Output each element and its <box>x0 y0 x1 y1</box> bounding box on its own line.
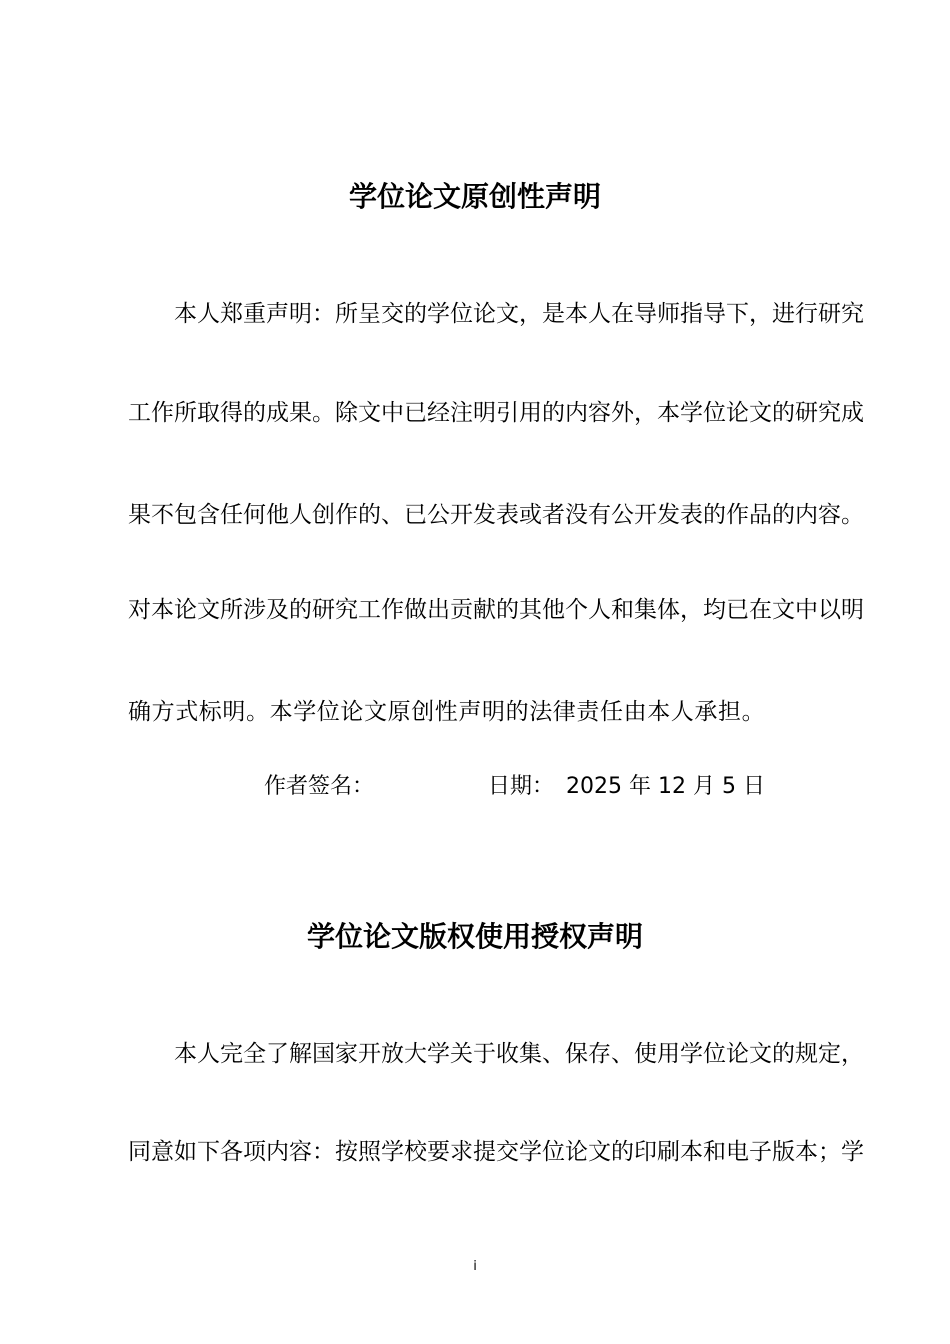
paragraph-line: 本人完全了解国家开放大学关于收集、保存、使用学位论文的规定， <box>174 1041 864 1067</box>
date-value: 2025 年 12 月 5 日 <box>566 774 765 799</box>
paragraph-line: 确方式标明。本学位论文原创性声明的法律责任由本人承担。 <box>128 699 766 725</box>
author-signature-label: 作者签名： <box>264 774 375 799</box>
paragraph-line: 同意如下各项内容：按照学校要求提交学位论文的印刷本和电子版本；学 <box>128 1139 864 1165</box>
page-number: i <box>473 1259 477 1274</box>
paragraph-line: 果不包含任何他人创作的、已公开发表或者没有公开发表的作品的内容。 <box>128 502 864 528</box>
paragraph-line: 工作所取得的成果。除文中已经注明引用的内容外，本学位论文的研究成 <box>128 400 864 426</box>
paragraph-line: 对本论文所涉及的研究工作做出贡献的其他个人和集体，均已在文中以明 <box>128 597 864 623</box>
originality-statement-title: 学位论文原创性声明 <box>348 180 601 213</box>
paragraph-line: 本人郑重声明：所呈交的学位论文，是本人在导师指导下，进行研究 <box>174 301 864 327</box>
copyright-statement-title: 学位论文版权使用授权声明 <box>306 920 643 953</box>
date-label: 日期： <box>488 774 555 799</box>
